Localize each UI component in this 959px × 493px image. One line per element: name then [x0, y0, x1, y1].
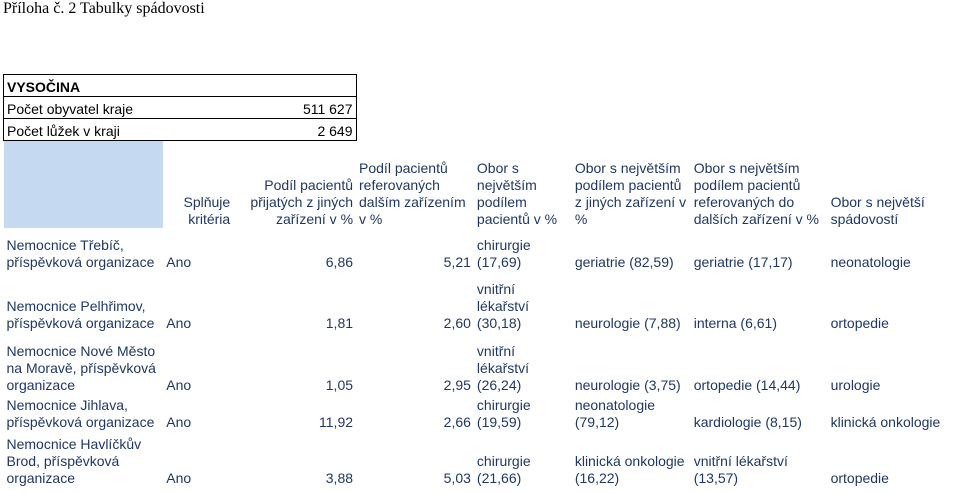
- hospital-name: Nemocnice Nové Město na Moravě, příspěvková organizace: [6, 342, 156, 393]
- header-dept-largest-share: Obor s největším podílem pacientů v %: [476, 159, 558, 227]
- from-other-dept: geriatrie (82,59): [574, 253, 674, 270]
- header-blank-cell: [4, 141, 164, 228]
- beds-value: 2 649: [233, 119, 356, 141]
- referred-value: 2,95: [443, 376, 471, 393]
- referred-dept: kardiologie (8,15): [693, 413, 802, 430]
- header-dept-largest-from-other: Obor s největším podílem pacientů z jiných zařízení v %: [574, 159, 687, 227]
- referred-dept: vnitřní lékařství (13,57): [693, 452, 788, 486]
- header-criteria: Splňuje kritéria: [183, 193, 231, 227]
- referred-value: 2,66: [443, 413, 471, 430]
- catchment-dept: ortopedie: [830, 314, 889, 331]
- header-dept-largest-catchment: Obor s největší spádovostí: [830, 193, 925, 227]
- document-caption: Příloha č. 2 Tabulky spádovosti: [3, 0, 205, 17]
- largest-dept: chirurgie (19,59): [476, 396, 531, 430]
- header-dept-largest-referred: Obor s největším podílem pacientů referovaných do dalších zařízení v %: [693, 159, 820, 227]
- received-value: 1,81: [325, 314, 354, 331]
- referred-value: 2,60: [443, 314, 471, 331]
- largest-dept: chirurgie (17,69): [476, 236, 531, 270]
- largest-dept: chirurgie (21,66): [476, 452, 531, 486]
- referred-value: 5,21: [443, 253, 471, 270]
- population-label: Počet obyvatel kraje: [4, 97, 234, 119]
- catchment-dept: klinická onkologie: [830, 413, 941, 430]
- referred-dept: interna (6,61): [693, 314, 778, 331]
- from-other-dept: klinická onkologie (16,22): [574, 452, 685, 486]
- from-other-dept: neurologie (7,88): [574, 314, 681, 331]
- criteria-value: Ano: [166, 253, 192, 270]
- largest-dept: vnitřní lékařství (30,18): [476, 280, 530, 331]
- criteria-value: Ano: [166, 469, 192, 486]
- catchment-table: [3, 74, 959, 487]
- received-value: 11,92: [319, 413, 354, 430]
- header-row: [4, 141, 959, 228]
- referred-dept: geriatrie (17,17): [693, 253, 793, 270]
- hospital-name: Nemocnice Havlíčkův Brod, příspěvková organizace: [6, 435, 142, 486]
- criteria-value: Ano: [166, 314, 192, 331]
- largest-dept: vnitřní lékařství (26,24): [476, 342, 530, 393]
- received-value: 6,86: [325, 253, 354, 270]
- from-other-dept: neurologie (3,75): [574, 376, 681, 393]
- hospital-name: Nemocnice Jihlava, příspěvková organizace: [6, 396, 155, 430]
- received-value: 1,05: [325, 376, 354, 393]
- referred-dept: ortopedie (14,44): [693, 376, 801, 393]
- criteria-value: Ano: [166, 376, 192, 393]
- from-other-dept: neonatologie (79,12): [574, 396, 656, 430]
- region-name: VYSOČINA: [4, 75, 357, 97]
- criteria-value: Ano: [166, 413, 192, 430]
- population-value: 511 627: [233, 97, 356, 119]
- catchment-dept: ortopedie: [830, 469, 889, 486]
- header-share-referred: Podíl pacientů referovaných dalším zařízením v %: [359, 159, 466, 227]
- hospital-name: Nemocnice Třebíč, příspěvková organizace: [6, 236, 155, 270]
- received-value: 3,88: [325, 469, 354, 486]
- referred-value: 5,03: [443, 469, 471, 486]
- hospital-name: Nemocnice Pelhřimov, příspěvková organizace: [6, 297, 155, 331]
- catchment-dept: urologie: [830, 376, 881, 393]
- table-row: [4, 394, 959, 431]
- table-row: [4, 271, 959, 332]
- table-row: [4, 332, 959, 394]
- table-row: [4, 228, 959, 271]
- beds-label: Počet lůžek v kraji: [4, 119, 234, 141]
- table-row: [4, 431, 959, 487]
- header-share-received: Podíl pacientů přijatých z jiných zařízení v %: [250, 176, 354, 227]
- catchment-dept: neonatologie: [830, 253, 911, 270]
